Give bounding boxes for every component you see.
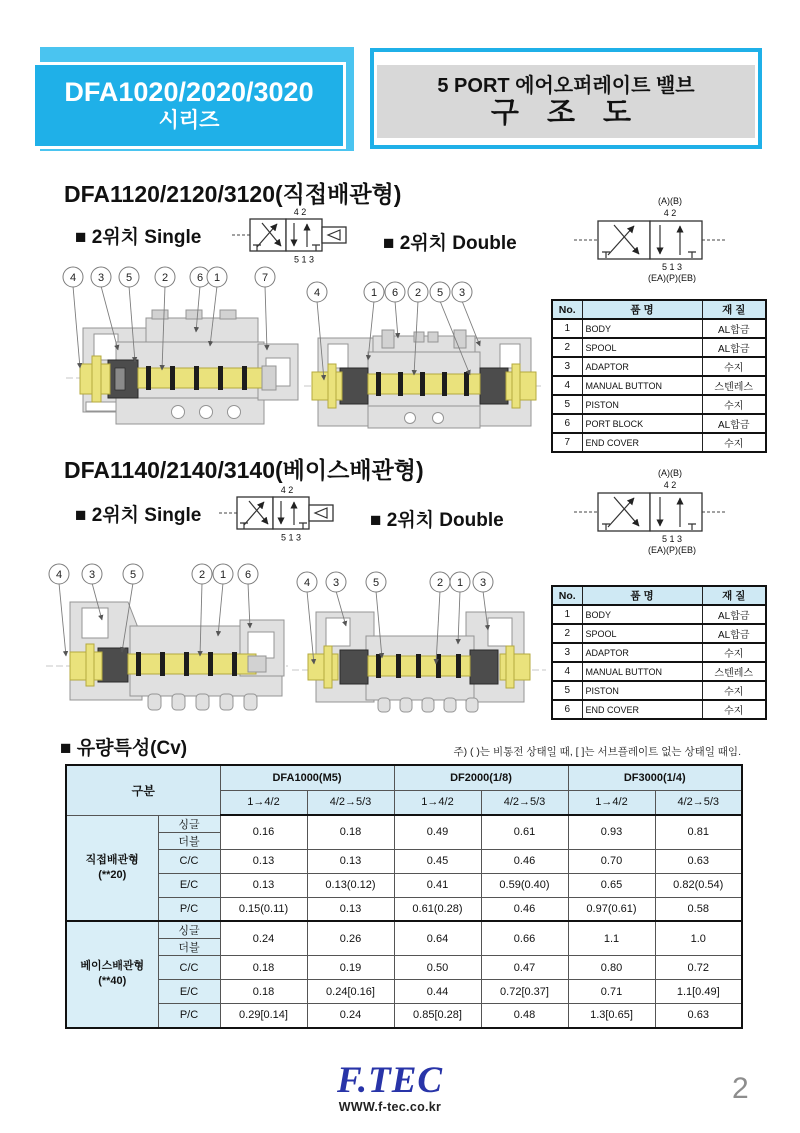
- callout-number: 3: [458, 286, 466, 299]
- piston-left: [312, 372, 342, 400]
- parts-row: [552, 357, 766, 376]
- parts-cell: 1: [552, 319, 582, 338]
- symbol1-bottom-ports: 5 1 3: [293, 254, 315, 265]
- document-title-band: [377, 65, 755, 138]
- cv-row-label: 더블: [158, 939, 220, 956]
- cv-row: [66, 980, 742, 1004]
- section2-double-label: ■ 2위치 Double: [370, 510, 504, 531]
- symbol4-top-letters: (A)(B): [658, 468, 682, 478]
- cv-model-3: DF3000(1/4): [568, 765, 742, 790]
- cv-value: 0.61: [481, 815, 568, 849]
- cv-row: [66, 873, 742, 897]
- cv-value: 0.13: [307, 849, 394, 873]
- symbol2-top-ports: 4 2: [663, 208, 677, 218]
- parts-cell: AL합금: [702, 338, 766, 357]
- cv-value: 0.63: [655, 849, 742, 873]
- parts-cell: 6: [552, 414, 582, 433]
- cv-row: [66, 956, 742, 980]
- parts-table-2: [551, 585, 767, 720]
- symbol2-bottom-letters: (EA)(P)(EB): [648, 273, 696, 283]
- section1-double-label: ■ 2위치 Double: [383, 233, 517, 254]
- section2-title: DFA1140/2140/3140(베이스배관형): [64, 457, 424, 483]
- page-number: 2: [732, 1072, 749, 1105]
- cv-row: [66, 921, 742, 939]
- cv-row-label: C/C: [158, 849, 220, 873]
- valve-symbol-double-1: [568, 194, 748, 286]
- parts1-header-no: No.: [552, 300, 582, 319]
- adaptor-right: [470, 650, 498, 684]
- cv-value: 0.93: [568, 815, 655, 849]
- parts-cell: BODY: [582, 605, 702, 624]
- document-title: 구 조 도: [490, 96, 642, 129]
- section1-single-label: ■ 2위치 Single: [75, 227, 202, 248]
- callout-number: 1: [456, 576, 464, 589]
- parts-cell: 4: [552, 662, 582, 681]
- cv-value: 0.66: [481, 921, 568, 956]
- cv-subheader: 1→4/2: [568, 790, 655, 815]
- parts-cell: 5: [552, 395, 582, 414]
- parts-cell: 수지: [702, 681, 766, 700]
- callout-number: 3: [332, 576, 340, 589]
- callout-number: 4: [55, 568, 63, 581]
- cv-subheader: 1→4/2: [394, 790, 481, 815]
- parts-cell: 수지: [702, 357, 766, 376]
- parts-cell: 스텐레스: [702, 376, 766, 395]
- callout-number: 4: [313, 286, 321, 299]
- symbol4-top-ports: 4 2: [663, 480, 677, 490]
- symbol4-bottom-ports: 5 1 3: [661, 534, 683, 544]
- cv-value: 0.82(0.54): [655, 873, 742, 897]
- parts-cell: MANUAL BUTTON: [582, 662, 702, 681]
- parts1-header-name: 품 명: [582, 300, 702, 319]
- cv-value: 0.13: [220, 873, 307, 897]
- cv-value: 0.64: [394, 921, 481, 956]
- cv-value: 0.18: [307, 815, 394, 849]
- parts-cell: ADAPTOR: [582, 357, 702, 376]
- parts-cell: SPOOL: [582, 624, 702, 643]
- cv-value: 0.72[0.37]: [481, 980, 568, 1004]
- parts-cell: 5: [552, 681, 582, 700]
- adaptor-right: [480, 368, 508, 404]
- cv-value: 0.65: [568, 873, 655, 897]
- series-title-panel: [32, 62, 346, 149]
- cross-section-direct-double: [298, 260, 548, 432]
- cv-row: [66, 897, 742, 921]
- cv-row: [66, 815, 742, 832]
- cv-value: 0.24: [220, 921, 307, 956]
- parts-row: [552, 624, 766, 643]
- document-title-box: [370, 48, 762, 149]
- parts1-header-material: 재 질: [702, 300, 766, 319]
- cv-value: 0.13: [307, 897, 394, 921]
- parts-row: [552, 605, 766, 624]
- parts-cell: 3: [552, 357, 582, 376]
- cross-section-base-double: [288, 560, 550, 712]
- parts-table-1: [551, 299, 767, 453]
- cv-value: 1.1: [568, 921, 655, 956]
- cv-value: 0.45: [394, 849, 481, 873]
- callout-number: 1: [213, 271, 221, 284]
- callout-number: 3: [479, 576, 487, 589]
- cv-value: 0.44: [394, 980, 481, 1004]
- symbol4-bottom-letters: (EA)(P)(EB): [648, 545, 696, 555]
- cv-row-label: P/C: [158, 897, 220, 921]
- cv-model-1: DFA1000(M5): [220, 765, 394, 790]
- cv-value: 0.18: [220, 956, 307, 980]
- parts-cell: 6: [552, 700, 582, 719]
- parts-cell: SPOOL: [582, 338, 702, 357]
- parts-cell: 1: [552, 605, 582, 624]
- parts-cell: PORT BLOCK: [582, 414, 702, 433]
- company-logo: [300, 1062, 480, 1114]
- cv-value: 0.81: [655, 815, 742, 849]
- parts-cell: 수지: [702, 395, 766, 414]
- parts2-header-no: No.: [552, 586, 582, 605]
- parts-cell: 2: [552, 624, 582, 643]
- cv-value: 0.97(0.61): [568, 897, 655, 921]
- cv-value: 0.41: [394, 873, 481, 897]
- cv-value: 0.50: [394, 956, 481, 980]
- parts-row: [552, 319, 766, 338]
- parts-cell: 3: [552, 643, 582, 662]
- cv-subheader: 1→4/2: [220, 790, 307, 815]
- section1-title: DFA1120/2120/3120(직접배관형): [64, 181, 402, 207]
- parts-row: [552, 395, 766, 414]
- cv-value: 1.0: [655, 921, 742, 956]
- cv-value: 0.63: [655, 1004, 742, 1028]
- callout-number: 2: [198, 568, 206, 581]
- callout-number: 1: [219, 568, 227, 581]
- parts-cell: 7: [552, 433, 582, 452]
- callout-number: 4: [303, 576, 311, 589]
- symbol1-top-ports: 4 2: [293, 207, 307, 217]
- series-suffix: 시리즈: [158, 108, 220, 132]
- cv-value: 0.18: [220, 980, 307, 1004]
- valve-symbol-single-1: [228, 204, 358, 266]
- callout-number: 3: [97, 271, 105, 284]
- cv-value: 0.13(0.12): [307, 873, 394, 897]
- cv-value: 0.26: [307, 921, 394, 956]
- cv-row-label: 싱글: [158, 815, 220, 832]
- cv-value: 0.71: [568, 980, 655, 1004]
- symbol2-top-letters: (A)(B): [658, 196, 682, 206]
- valve-symbol-double-2: [568, 466, 748, 558]
- parts-cell: 수지: [702, 643, 766, 662]
- parts-row: [552, 662, 766, 681]
- parts-cell: PISTON: [582, 395, 702, 414]
- parts-cell: 스텐레스: [702, 662, 766, 681]
- cv-value: 0.13: [220, 849, 307, 873]
- parts-cell: AL합금: [702, 319, 766, 338]
- parts2-header-material: 재 질: [702, 586, 766, 605]
- cv-subheader: 4/2→5/3: [307, 790, 394, 815]
- parts-cell: 2: [552, 338, 582, 357]
- cross-section-base-single: [42, 560, 292, 712]
- callout-number: 1: [370, 286, 378, 299]
- cv-value: 0.49: [394, 815, 481, 849]
- parts-cell: MANUAL BUTTON: [582, 376, 702, 395]
- valve-symbol-single-2: [215, 482, 345, 544]
- section2-single-label: ■ 2위치 Single: [75, 505, 202, 526]
- callout-number: 6: [391, 286, 399, 299]
- cv-model-2: DF2000(1/8): [394, 765, 568, 790]
- callout-number: 2: [414, 286, 422, 299]
- cv-group-label: 직접배관형 (**20): [66, 815, 158, 921]
- adaptor-left: [340, 368, 368, 404]
- cv-value: 0.16: [220, 815, 307, 849]
- cv-row-label: P/C: [158, 1004, 220, 1028]
- cv-row: [66, 1004, 742, 1028]
- cv-corner-header: 구분: [66, 765, 220, 815]
- logo-url: WWW.f-tec.co.kr: [338, 1100, 442, 1114]
- parts-cell: AL합금: [702, 414, 766, 433]
- cv-subheader: 4/2→5/3: [655, 790, 742, 815]
- parts-row: [552, 338, 766, 357]
- parts-cell: END COVER: [582, 433, 702, 452]
- cv-row-label: C/C: [158, 956, 220, 980]
- cv-value: 0.19: [307, 956, 394, 980]
- logo-text: F.TEC: [336, 1060, 444, 1101]
- parts-cell: AL합금: [702, 605, 766, 624]
- parts-row: [552, 376, 766, 395]
- cv-value: 0.61(0.28): [394, 897, 481, 921]
- cv-value: 1.1[0.49]: [655, 980, 742, 1004]
- callout-number: 3: [88, 568, 96, 581]
- symbol3-bottom-ports: 5 1 3: [280, 532, 302, 543]
- cv-value: 0.85[0.28]: [394, 1004, 481, 1028]
- parts-cell: END COVER: [582, 700, 702, 719]
- parts-row: [552, 433, 766, 452]
- parts-cell: BODY: [582, 319, 702, 338]
- cv-value: 0.80: [568, 956, 655, 980]
- cv-group-label: 베이스배관형 (**40): [66, 921, 158, 1028]
- piston-left: [308, 654, 338, 680]
- parts-cell: ADAPTOR: [582, 643, 702, 662]
- cv-table: [65, 764, 743, 1029]
- cv-value: 0.48: [481, 1004, 568, 1028]
- parts2-header-name: 품 명: [582, 586, 702, 605]
- cv-note: 주) ( )는 비통전 상태일 때, [ ]는 서브플레이트 없는 상태일 때임.: [453, 746, 741, 758]
- parts-row: [552, 700, 766, 719]
- symbol2-bottom-ports: 5 1 3: [661, 262, 683, 272]
- callout-number: 5: [129, 568, 137, 581]
- callout-number: 7: [261, 271, 269, 284]
- cv-value: 1.3[0.65]: [568, 1004, 655, 1028]
- parts-cell: 수지: [702, 433, 766, 452]
- callout-number: 5: [372, 576, 380, 589]
- cv-section-title: ■ 유량특성(Cv): [60, 738, 188, 759]
- cv-value: 0.24[0.16]: [307, 980, 394, 1004]
- cv-value: 0.59(0.40): [481, 873, 568, 897]
- callout-number: 2: [436, 576, 444, 589]
- cv-value: 0.29[0.14]: [220, 1004, 307, 1028]
- cv-row-label: 싱글: [158, 921, 220, 939]
- parts-cell: AL합금: [702, 624, 766, 643]
- symbol3-top-ports: 4 2: [280, 485, 294, 495]
- parts-row: [552, 681, 766, 700]
- callout-number: 6: [244, 568, 252, 581]
- series-title-box: [32, 47, 354, 153]
- cv-value: 0.46: [481, 897, 568, 921]
- cv-value: 0.15(0.11): [220, 897, 307, 921]
- cv-value: 0.58: [655, 897, 742, 921]
- piston-right: [506, 372, 536, 400]
- callout-number: 2: [161, 271, 169, 284]
- document-subtitle: 5 PORT 에어오퍼레이트 밸브: [437, 74, 695, 97]
- cv-value: 0.70: [568, 849, 655, 873]
- cv-subheader: 4/2→5/3: [481, 790, 568, 815]
- piston-right: [500, 654, 530, 680]
- parts-cell: 수지: [702, 700, 766, 719]
- series-name: DFA1020/2020/3020: [64, 77, 314, 108]
- cv-value: 0.46: [481, 849, 568, 873]
- cross-section-direct-single: [58, 262, 303, 430]
- cv-value: 0.72: [655, 956, 742, 980]
- parts-cell: 4: [552, 376, 582, 395]
- callout-number: 6: [196, 271, 204, 284]
- callout-number: 4: [69, 271, 77, 284]
- callout-number: 5: [436, 286, 444, 299]
- parts-row: [552, 414, 766, 433]
- parts-cell: PISTON: [582, 681, 702, 700]
- adaptor-left: [340, 650, 368, 684]
- parts-row: [552, 643, 766, 662]
- cv-value: 0.47: [481, 956, 568, 980]
- cv-value: 0.24: [307, 1004, 394, 1028]
- cv-row-label: E/C: [158, 980, 220, 1004]
- cv-row-label: 더블: [158, 832, 220, 849]
- cv-row: [66, 849, 742, 873]
- cv-row-label: E/C: [158, 873, 220, 897]
- callout-number: 5: [125, 271, 133, 284]
